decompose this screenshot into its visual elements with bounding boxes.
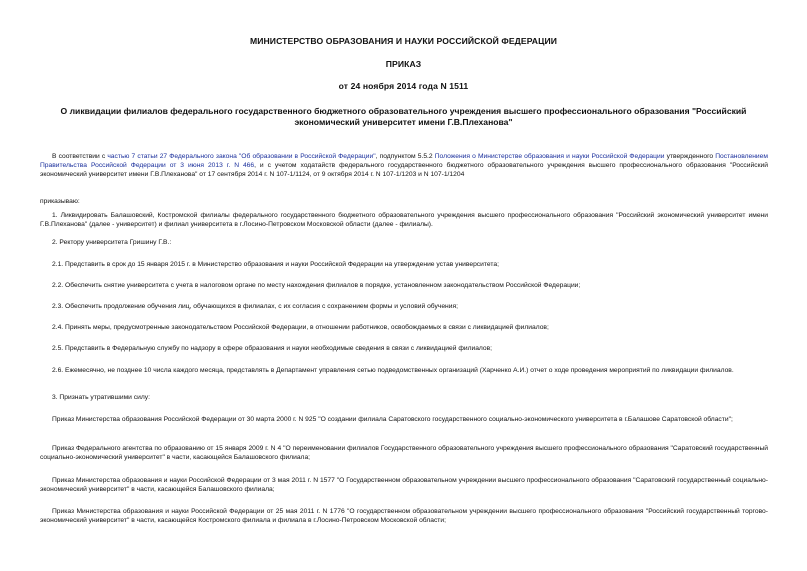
orders-line: приказываю: xyxy=(40,198,80,205)
page-title: О ликвидации филиалов федерального государственного бюджетного образовательного учреждения высшего профессионального образования "Российский экономический университет имени Г.В.Плеханова" xyxy=(60,106,747,127)
ministry-heading: МИНИСТЕРСТВО ОБРАЗОВАНИЯ И НАУКИ РОССИЙСКОЙ ФЕДЕРАЦИИ xyxy=(249,36,558,46)
preamble-text-3: утвержденного xyxy=(664,153,716,160)
clause-2: 2. Ректору университета Гришину Г.В.: xyxy=(52,239,172,246)
repealed-order-3: Приказ Министерства образования и науки Российской Федерации от 3 мая 2011 г. N 1577 "О Государственном образовательном учреждении высшего профессионального образования "Саратовский государственный социально-экономический университет" в части, касающейся Балашовского филиала; xyxy=(40,477,768,493)
clause-3: 3. Признать утратившими силу: xyxy=(52,394,150,401)
preamble-paragraph xyxy=(40,152,768,179)
repealed-order-4: Приказ Министерства образования и науки Российской Федерации от 25 мая 2011 г. N 1776 "О государственном образовательном учреждении высшего профессионального образования "Российский государственный торгово-экономический университет" в части, касающейся Костромского филиала и филиала в г.Лосино-Петровском Московской области; xyxy=(40,508,768,524)
preamble-text-4: , и с учетом ходатайств федерального государственного бюджетного образовательного учреждения высшего профессионального образования "Российский экономический университет имени Г.В.Плеханова" от 17 сентября 2014 г. N 107-1/1124, от 9 октября 2014 г. N 107-1/1203 и N 107-1/1204 xyxy=(40,162,768,178)
law-link[interactable]: частью 7 статьи 27 Федерального закона "Об образовании в Российской Федерации" xyxy=(107,153,376,160)
preamble-text-1: В соответствии с xyxy=(52,153,108,160)
clause-2-6: 2.6. Ежемесячно, не позднее 10 числа каждого месяца, представлять в Департамент управления сетью подведомственных организаций (Харченко А.И.) отчет о ходе проведения мероприятий по ликвидации филиалов. xyxy=(52,367,734,374)
date-line: от 24 ноября 2014 года N 1511 xyxy=(338,81,469,91)
clause-2-3: 2.3. Обеспечить продолжение обучения лиц, обучающихся в филиалах, с их согласия с сохранением формы и условий обучения; xyxy=(52,303,458,310)
doc-type-heading: ПРИКАЗ xyxy=(385,59,422,69)
preamble-text-2: , подпунктом 5.5.2 xyxy=(375,153,435,160)
clause-2-2: 2.2. Обеспечить снятие университета с учета в налоговом органе по месту нахождения филиалов в порядке, установленном законодательством Российской Федерации; xyxy=(52,282,581,289)
repealed-order-1: Приказ Министерства образования Российской Федерации от 30 марта 2000 г. N 925 "О создании филиала Саратовского государственного социально-экономического университета в г.Балашове Саратовской области"; xyxy=(52,416,733,423)
repealed-order-2: Приказ Федерального агентства по образованию от 15 января 2009 г. N 4 "О переименовании филиалов Государственного образовательного учреждения высшего профессионального образования "Саратовский государственный социально-экономический университет" в части, касающейся Балашовского филиала; xyxy=(40,445,768,461)
government-resolution-link[interactable]: Постановлением Правительства Российской Федерации от 3 июня 2013 г. N 466 xyxy=(40,153,768,169)
clause-1: 1. Ликвидировать Балашовский, Костромской филиалы федерального государственного бюджетного образовательного учреждения высшего профессионального образования "Российский экономический университет имени Г.В.Плеханова" (далее - университет) и филиал университета в г.Лосино-Петровском Московской области (далее - филиалы). xyxy=(40,212,768,228)
clause-2-5: 2.5. Представить в Федеральную службу по надзору в сфере образования и науки необходимые сведения в связи с ликвидацией филиалов; xyxy=(52,345,493,352)
regulation-link[interactable]: Положения о Министерстве образования и науки Российской Федерации xyxy=(434,153,665,160)
clause-2-1: 2.1. Представить в срок до 15 января 2015 г. в Министерство образования и науки Российской Федерации на утверждение устав университета; xyxy=(52,261,499,268)
clause-2-4: 2.4. Принять меры, предусмотренные законодательством Российской Федерации, в отношении работников, освобождаемых в связи с ликвидацией филиалов; xyxy=(52,324,549,331)
